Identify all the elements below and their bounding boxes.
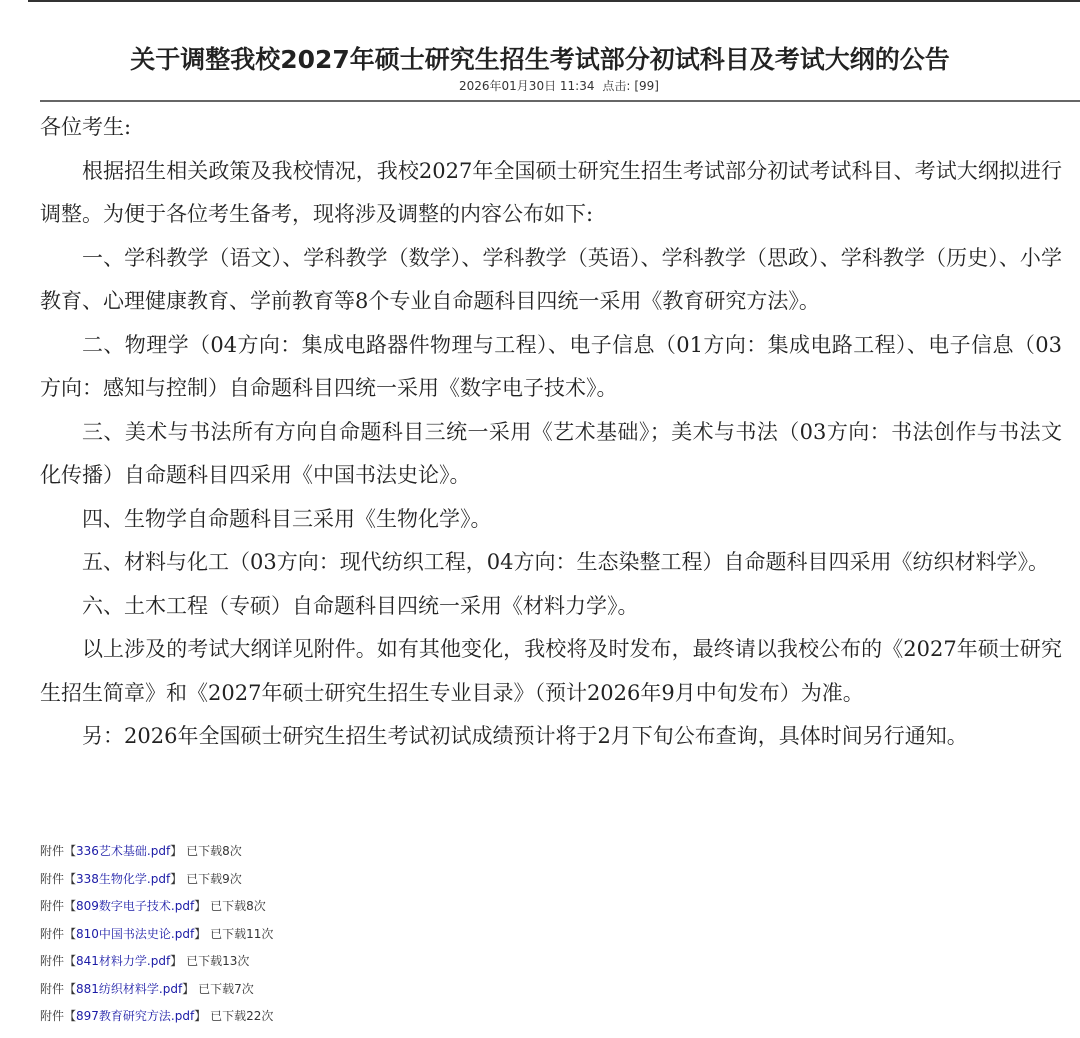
attachment-link[interactable]: 809数字电子技术.pdf [76,899,195,913]
attachment-link[interactable]: 897教育研究方法.pdf [76,1009,195,1023]
paragraph-item-1: 一、学科教学（语文）、学科教学（数学）、学科教学（英语）、学科教学（思政）、学科教学（历史）、小学教育、心理健康教育、学前教育等8个专业自命题科目四统一采用《教育研究方法》。 [40,245,1062,313]
attachment-link[interactable]: 810中国书法史论.pdf [76,926,195,941]
bracket-open: 【 [64,926,77,941]
paragraph-item-2: 二、物理学（04方向：集成电路器件物理与工程）、电子信息（01方向：集成电路工程）、电子信息（03方向：感知与控制）自命题科目四统一采用《数字电子技术》。 [40,332,1062,400]
click-count-label: 点击: [602,79,631,93]
attachment-row [40,921,840,949]
article-meta [0,78,1080,94]
download-count: 已下载13次 [186,954,250,968]
download-count: 已下载9次 [186,871,242,886]
paragraph-intro: 根据招生相关政策及我校情况，我校2027年全国硕士研究生招生考试部分初试考试科目、考试大纲拟进行调整。为便于各位考生备考，现将涉及调整的内容公布如下: [40,158,1062,226]
attachment-row [40,948,840,976]
bracket-close: 】 [170,844,183,858]
attachment-row [40,838,840,866]
attachment-prefix: 附件 [40,844,65,858]
attachment-prefix: 附件 [40,954,65,968]
bracket-close: 】 [194,1009,207,1023]
download-count: 已下载8次 [210,899,266,913]
click-count-value: [99] [634,79,659,93]
bracket-close: 】 [182,981,195,996]
download-count: 已下载7次 [198,981,254,996]
attachment-link[interactable]: 841材料力学.pdf [76,954,171,968]
bracket-open: 【 [64,954,77,968]
bracket-open: 【 [64,981,77,996]
bracket-open: 【 [64,871,77,886]
bracket-open: 【 [64,899,77,913]
download-count: 已下载11次 [210,926,274,941]
paragraph-item-4: 四、生物学自命题科目三采用《生物化学》。 [82,506,492,531]
attachment-link[interactable]: 338生物化学.pdf [76,871,171,886]
download-count: 已下载22次 [210,1009,274,1023]
attachment-link[interactable]: 881纺织材料学.pdf [76,981,183,996]
attachment-row [40,976,840,1004]
attachment-prefix: 附件 [40,981,65,996]
bracket-close: 】 [194,899,207,913]
page-title: 关于调整我校2027年硕士研究生招生考试部分初试科目及考试大纲的公告 [130,45,950,74]
paragraph-note: 另：2026年全国硕士研究生招生考试初试成绩预计将于2月下旬公布查询，具体时间另行通知。 [82,724,968,748]
bracket-open: 【 [64,844,77,858]
attachment-prefix: 附件 [40,1009,65,1023]
publish-date: 2026年01月30日 11:34 [459,79,595,93]
top-divider [28,0,1080,2]
attachment-row [40,866,840,894]
paragraph-item-3: 三、美术与书法所有方向自命题科目三统一采用《艺术基础》；美术与书法（03方向：书法创作与书法文化传播）自命题科目四采用《中国书法史论》。 [40,419,1062,487]
attachment-row [40,893,840,921]
bracket-close: 】 [170,954,183,968]
attachment-prefix: 附件 [40,871,65,886]
paragraph-closing: 以上涉及的考试大纲详见附件。如有其他变化，我校将及时发布，最终请以我校公布的《2027年硕士研究生招生简章》和《2027年硕士研究生招生专业目录》（预计2026年9月中旬发布）为准。 [40,637,1062,705]
bracket-close: 】 [170,871,183,886]
title-divider [40,100,1080,102]
paragraph-item-6: 六、土木工程（专硕）自命题科目四统一采用《材料力学》。 [82,593,639,618]
download-count: 已下载8次 [186,844,242,858]
article-body [40,106,1062,759]
bracket-close: 】 [194,926,207,941]
attachment-prefix: 附件 [40,899,65,913]
salutation: 各位考生: [40,115,132,139]
attachment-prefix: 附件 [40,926,65,941]
attachment-link[interactable]: 336艺术基础.pdf [76,844,171,858]
attachment-row [40,1003,840,1031]
paragraph-item-5: 五、材料与化工（03方向：现代纺织工程，04方向：生态染整工程）自命题科目四采用《纺织材料学》。 [82,550,1049,574]
bracket-open: 【 [64,1009,77,1023]
attachment-list [40,838,840,1031]
